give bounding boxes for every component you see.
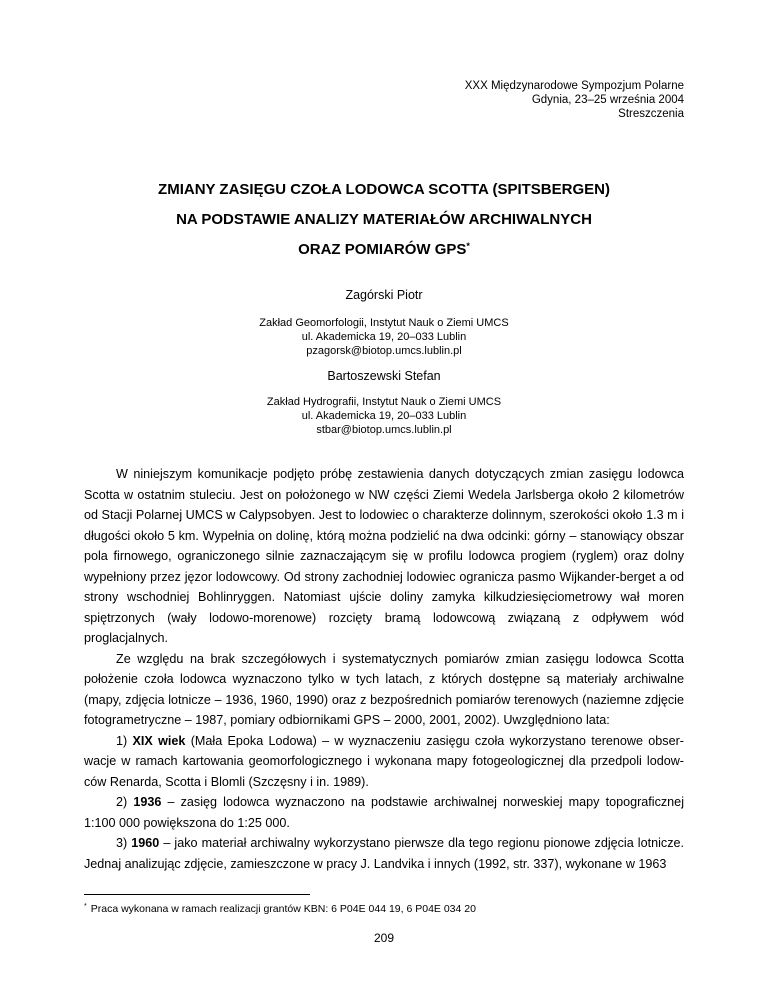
affiliation-address: ul. Akademicka 19, 20–033 Lublin (301, 410, 467, 422)
conference-header (465, 79, 684, 121)
title-footnote-marker: * (466, 241, 470, 251)
header-place-date: Gdynia, 23–25 września 2004 (531, 94, 684, 106)
author-name-1: Zagórski Piotr (345, 288, 423, 302)
affiliation-address: ul. Akademicka 19, 20–033 Lublin (301, 331, 467, 343)
list-text: – zasięg lodowca wyznaczono na podstawie archiwalnej norweskiej mapy topograficznej 1:100 000 powiększona do 1:25 000. (84, 795, 684, 830)
affiliation-email: pzagorsk@biotop.umcs.lublin.pl (306, 345, 462, 357)
title-line-2: NA PODSTAWIE ANALIZY MATERIAŁÓW ARCHIWALNYCH (176, 211, 592, 228)
footnote-marker: * (84, 903, 87, 910)
affiliation-institute: Zakład Hydrografii, Instytut Nauk o Ziemi UMCS (266, 396, 502, 408)
title-line-3-text: ORAZ POMIARÓW GPS (298, 241, 467, 258)
list-item-2 (84, 792, 684, 833)
author-affiliation-2 (0, 395, 768, 437)
list-text: – jako materiał archiwalny wykorzystano pierwsze dla tego regionu pionowe zdjęcia lotnicze. Jednaj analizując zdjęcie, zamieszczone w pracy J. Landvika i innych (1992, str. 337), wykonane w 1963 (84, 836, 684, 871)
list-number: 1) (116, 733, 133, 748)
list-number: 2) (116, 795, 134, 809)
page-number: 209 (373, 931, 395, 945)
author-affiliation-1 (0, 316, 768, 358)
header-section: Streszczenia (618, 108, 684, 120)
paper-title (0, 175, 768, 265)
title-line-3 (0, 235, 768, 265)
affiliation-email: stbar@biotop.umcs.lublin.pl (316, 424, 452, 436)
list-item-3 (84, 833, 684, 874)
footnote-text: Praca wykonana w ramach realizacji grantów KBN: 6 P04E 044 19, 6 P04E 034 20 (90, 903, 476, 915)
title-line-1: ZMIANY ZASIĘGU CZOŁA LODOWCA SCOTTA (SPITSBERGEN) (158, 181, 610, 198)
list-term: 1960 (131, 836, 160, 850)
list-item-1 (84, 731, 684, 793)
affiliation-institute: Zakład Geomorfologii, Instytut Nauk o Ziemi UMCS (259, 317, 509, 329)
list-number: 3) (116, 836, 132, 850)
list-term: 1936 (133, 795, 162, 809)
header-conference-name: XXX Międzynarodowe Sympozjum Polarne (464, 80, 684, 92)
footnote-divider (84, 894, 310, 895)
author-name-2: Bartoszewski Stefan (327, 369, 441, 383)
list-term: XIX wiek (132, 733, 186, 748)
paragraph-2: Ze względu na brak szczegółowych i systematycznych pomiarów zmian zasięgu lodowca Scotta położenie czoła lodowca wyznaczono tylko w tych latach, z których dostępne są materiały archiwalne (mapy, zdjęcia lotnicze – 1936, 1960, 1990) oraz z bezpośrednich pomiarów terenowych (naziemne zdjęcie fotogrametryczne – 1987, pomiary odbiornikami GPS – 2000, 2001, 2002). Uwzględniono lata: (84, 651, 684, 727)
paragraph-1: W niniejszym komunikacje podjęto próbę zestawienia danych dotyczących zmian zasięgu lodowca Scotta w ostatnim stuleciu. Jest on położonego w NW części Ziemi Wedela Jarlsberga około 2 kilometrów od Stacji Polarnej UMCS w Calypsobyen. Jest to lodowiec o charakterze dolinnym, szerokości około 1.3 m i długości około 5 km. Wypełnia on dolinę, którą można podzielić na dwa odcinki: górny – stanowiący obszar pola firnowego, ograniczonego silnie zaznaczającym się w profilu lodowca progiem (ryglem) oraz dolny wypełniony przez jęzor lodowcowy. Od strony zachodniej lodowiec ogranicza pasmo Wijkander-berget a od strony wschodniej Bohlinryggen. Natomiast ujście doliny zamyka kilkudziesięciometrowy wał moren spiętrzonych (wały lodowo-morenowe) rozcięty bramą lodowcową związaną z odpływem wód proglacjalnych. (84, 467, 684, 645)
list-text: (Mała Epoka Lodowa) – w wyznaczeniu zasięgu czoła wykorzystano terenowe obser-wacje w ramach kartowania geomorfologicznego i wykonana mapy fotogeologicznej dla przedpoli lodow-ców Renarda, Scotta i Blomli (Szczęsny i in. 1989). (84, 733, 684, 789)
footnote (84, 903, 476, 915)
paper-body (84, 464, 684, 874)
